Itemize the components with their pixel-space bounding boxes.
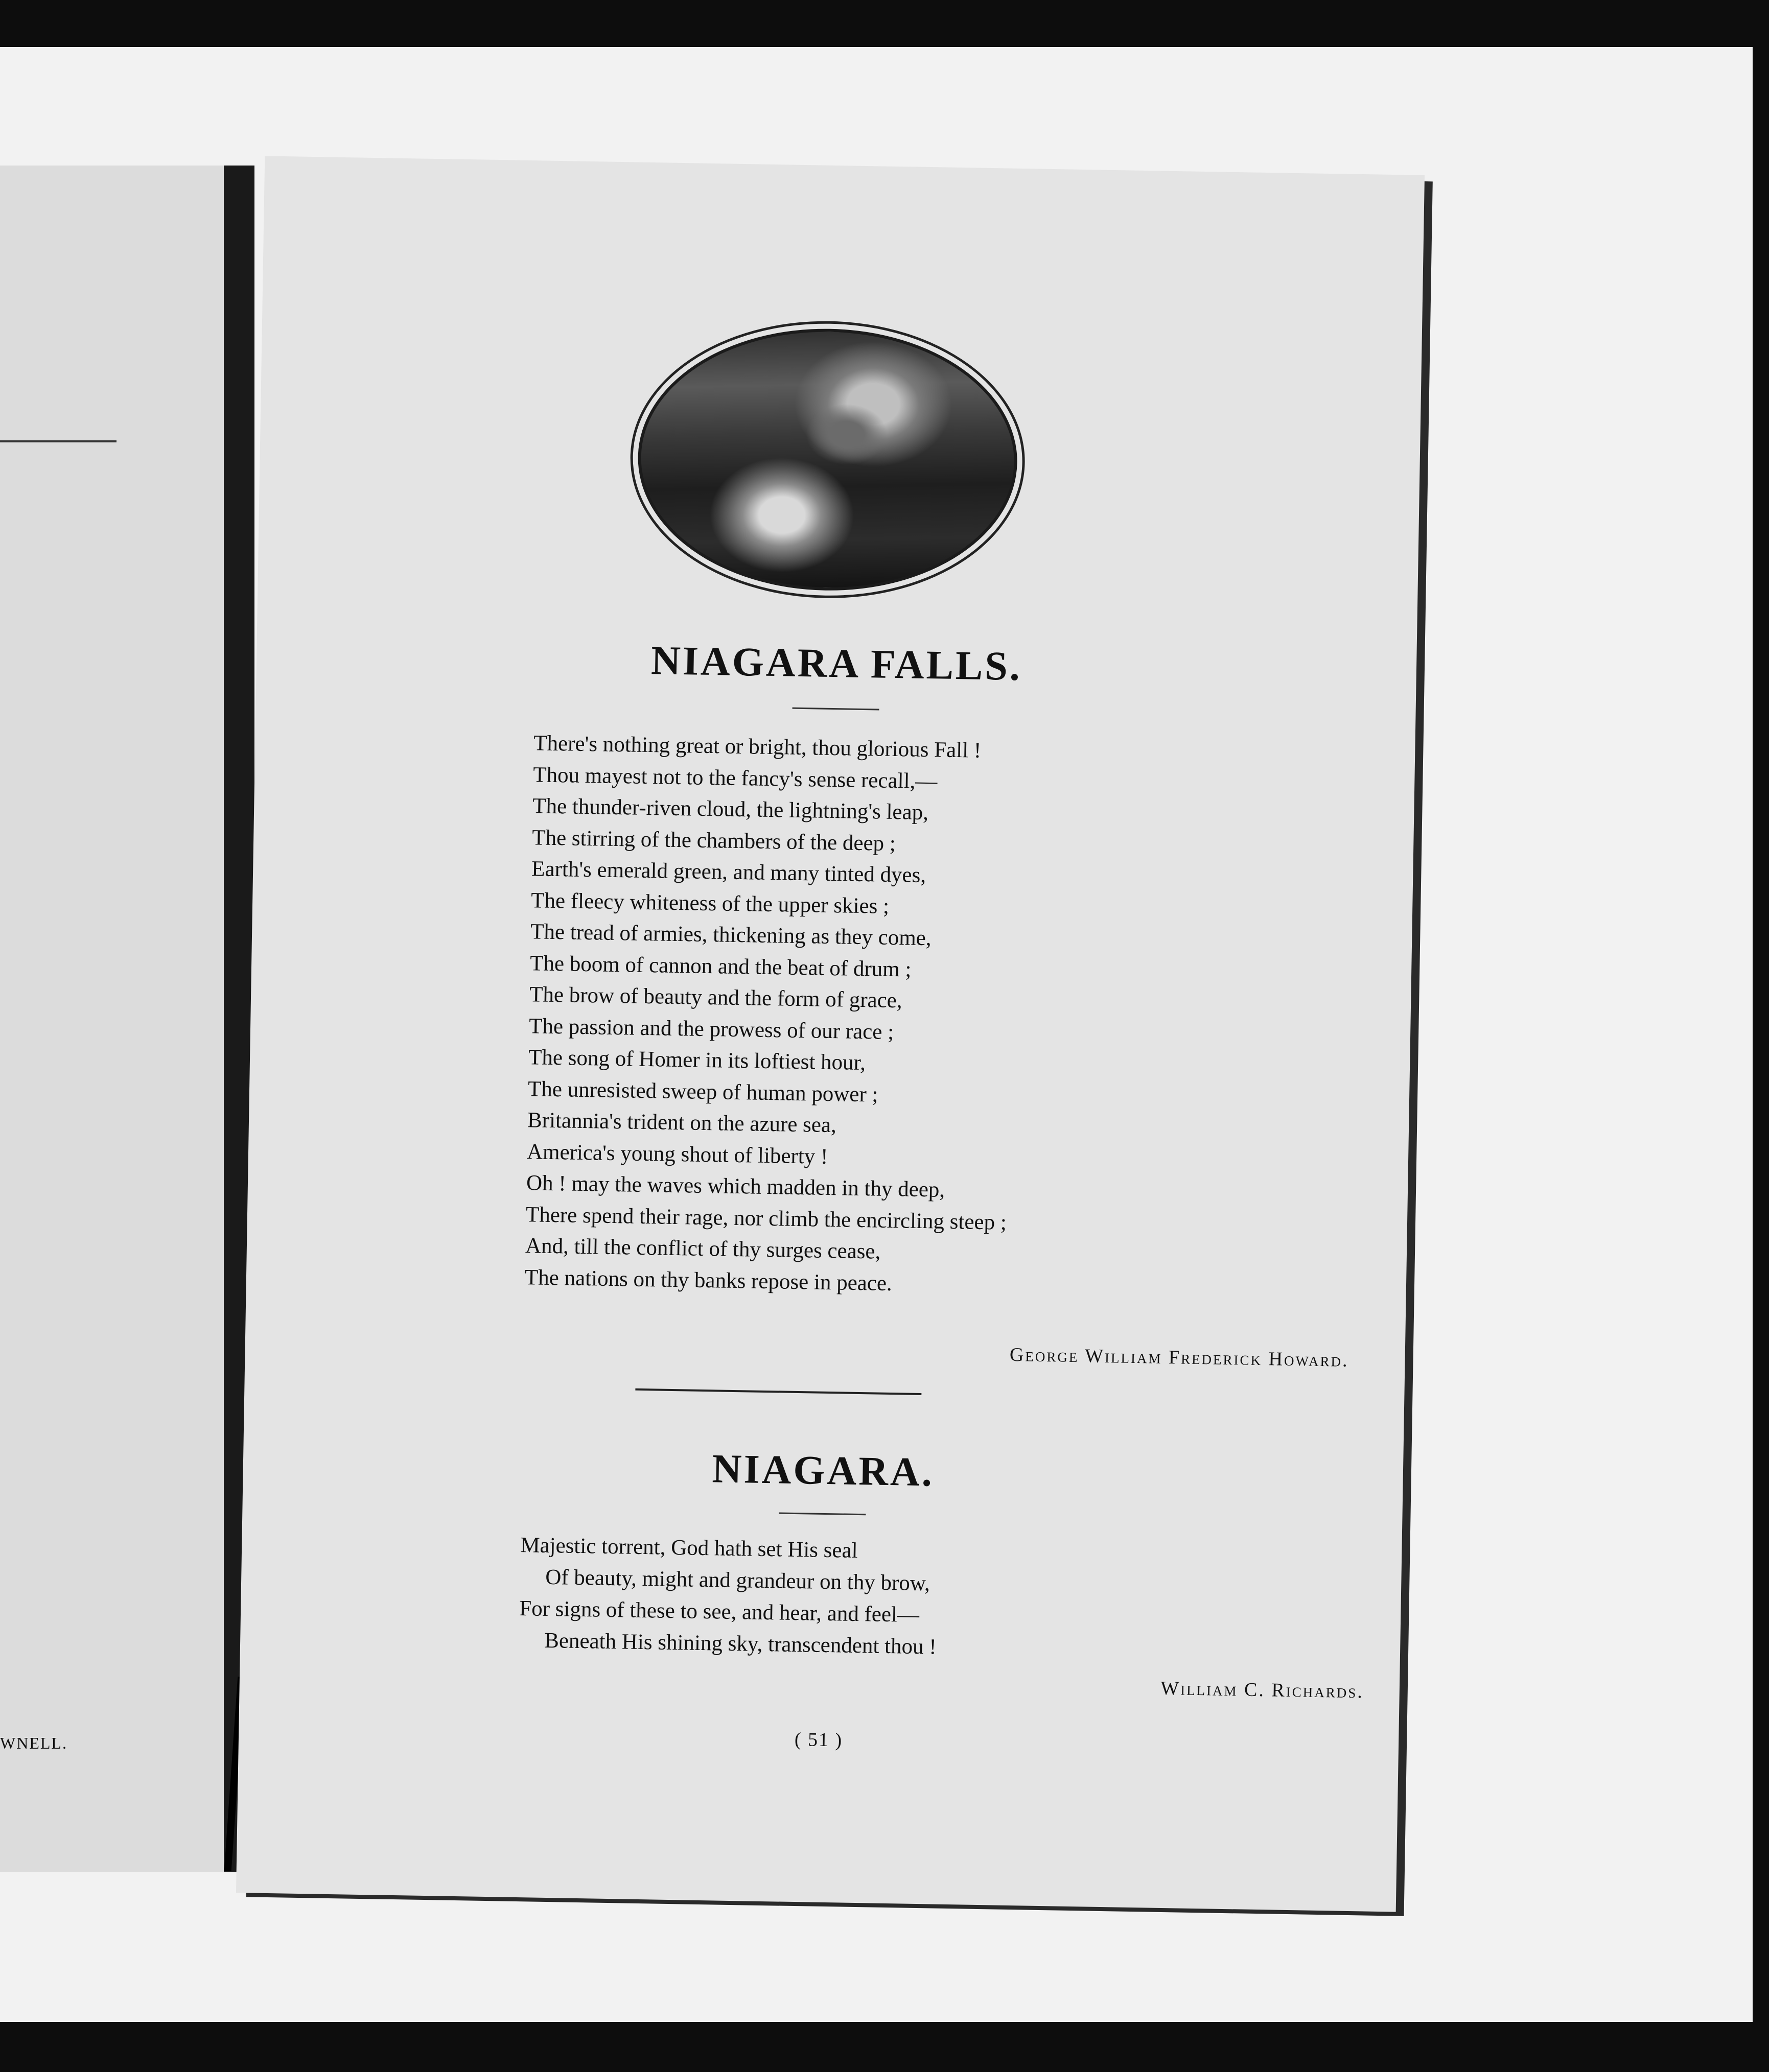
poem-line: The boom of cannon and the beat of drum ;	[529, 951, 912, 982]
poem2-author: William C. Richards.	[1160, 1677, 1364, 1703]
poem-line: There's nothing great or bright, thou glorious Fall !	[533, 731, 982, 763]
poem-line: For signs of these to see, and hear, and feel—	[519, 1596, 920, 1628]
poem-line: Thou mayest not to the fancy's sense recall,—	[532, 762, 938, 793]
niagara-falls-vignette-image	[636, 326, 1019, 594]
microfilm-frame	[0, 47, 1753, 2022]
page-number: ( 51 )	[794, 1729, 843, 1751]
left-page-rule	[0, 440, 117, 442]
poem2-title: NIAGARA.	[711, 1446, 935, 1495]
poem-line: Of beauty, might and grandeur on thy brow,	[545, 1565, 930, 1596]
poem-line: The fleecy whiteness of the upper skies ;	[530, 888, 890, 919]
poem-line: The stirring of the chambers of the deep ;	[531, 825, 896, 856]
poem-line: Earth's emerald green, and many tinted dyes,	[531, 857, 926, 888]
left-page-author-fragment: WNELL.	[0, 1734, 67, 1752]
poem-line: The nations on thy banks repose in peace.	[524, 1265, 893, 1296]
poem-line: Oh ! may the waves which madden in thy deep,	[526, 1171, 945, 1202]
poem1-body	[525, 727, 1352, 1306]
poem-line: The brow of beauty and the form of grace,	[529, 982, 903, 1013]
section-divider-rule	[635, 1388, 921, 1395]
poem-line: And, till the conflict of thy surges cease,	[525, 1234, 881, 1264]
poem1-title: NIAGARA FALLS.	[650, 638, 1022, 690]
poem-line: The song of Homer in its loftiest hour,	[528, 1045, 866, 1075]
title-underline-rule	[793, 708, 879, 711]
poem-line: The tread of armies, thickening as they come,	[530, 920, 932, 951]
poem-line: America's young shout of liberty !	[526, 1139, 828, 1169]
poem-line: Britannia's trident on the azure sea,	[527, 1108, 837, 1138]
poem1-author: George William Frederick Howard.	[1009, 1344, 1349, 1371]
poem-line: The unresisted sweep of human power ;	[527, 1076, 878, 1107]
poem-line: Beneath His shining sky, transcendent thou !	[544, 1628, 937, 1659]
poem2-body	[519, 1529, 1338, 1669]
poem-line: There spend their rage, nor climb the encircling steep ;	[525, 1202, 1007, 1235]
title-underline-rule	[779, 1512, 866, 1515]
poem-line: The passion and the prowess of our race ;	[528, 1014, 894, 1044]
left-page	[0, 166, 225, 1872]
right-page	[236, 156, 1425, 1912]
poem-line: Majestic torrent, God hath set His seal	[520, 1533, 858, 1563]
poem-line: The thunder-riven cloud, the lightning's leap,	[532, 794, 929, 825]
